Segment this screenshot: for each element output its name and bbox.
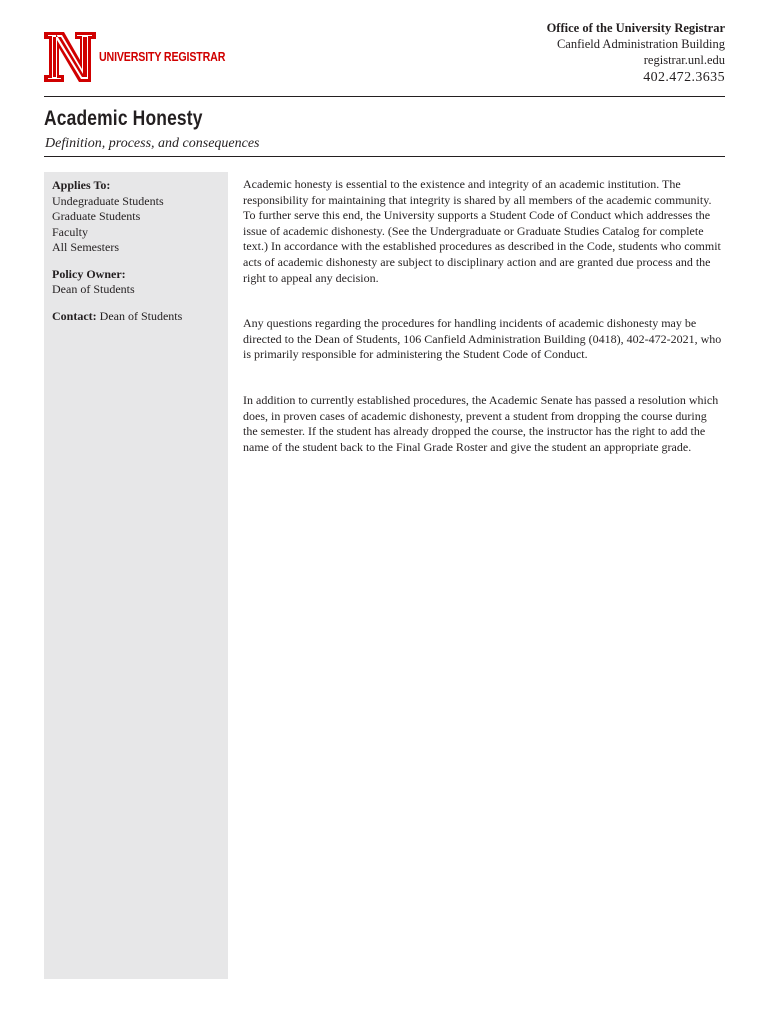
- policy-owner-value: Dean of Students: [52, 282, 135, 296]
- n-logo-icon: [44, 32, 96, 82]
- nebraska-n-logo: [44, 32, 96, 82]
- policy-owner-heading: Policy Owner:: [52, 266, 126, 281]
- body-paragraph: Any questions regarding the procedures for handling incidents of academic dishonesty may be directed to the Dean of Students, 106 Canfield Administration Building (0418), 402-472-2021, who is primarily responsible for administering the Student Code of Conduct.: [243, 316, 722, 362]
- contact-value: Dean of Students: [96, 308, 183, 323]
- contact-section: [52, 309, 228, 325]
- office-phone: 402.472.3635: [643, 70, 725, 85]
- document-title: Academic Honesty: [44, 107, 203, 130]
- policy-body: [243, 177, 723, 485]
- registrar-wordmark: UNIVERSITY REGISTRAR: [99, 49, 226, 64]
- applies-to-item: Undegraduate Students: [52, 193, 164, 208]
- body-paragraph: Academic honesty is essential to the existence and integrity of an academic institution. The responsibility for maintaining that integrity is shared by all members of the academic community. To further serve this end, the University supports a Student Code of Conduct which addresses the issue of academic dishonesty. (See the Undergraduate or Graduate Studies Catalog for complete text.) In accordance with the established procedures as described in the Code, students who commit acts of academic dishonesty are subject to disciplinary action and are granted due process and the right to appeal any decision.: [243, 177, 721, 285]
- title-divider: [44, 156, 725, 157]
- applies-to-heading: Applies To:: [52, 178, 111, 192]
- applies-to-item: All Semesters: [52, 240, 119, 254]
- office-website[interactable]: registrar.unl.edu: [643, 53, 725, 67]
- office-building: Canfield Administration Building: [556, 37, 725, 51]
- body-paragraph: In addition to currently established procedures, the Academic Senate has passed a resolution which does, in proven cases of academic dishonesty, prevent a student from dropping the course during the semester. If the student has already dropped the course, the instructor has the right to add the name of the student back to the Final Grade Roster and give the student an appropriate grade.: [243, 392, 719, 454]
- contact-heading: Contact:: [52, 308, 97, 323]
- office-name: Office of the University Registrar: [546, 21, 725, 35]
- policy-sidebar: [44, 172, 228, 979]
- policy-owner-section: [52, 267, 228, 298]
- header-divider: [44, 96, 725, 97]
- applies-to-item: Graduate Students: [52, 209, 141, 223]
- document-subtitle: Definition, process, and consequences: [45, 136, 260, 151]
- applies-to-section: [52, 178, 228, 256]
- applies-to-item: Faculty: [52, 224, 88, 239]
- office-contact-block: [547, 20, 725, 87]
